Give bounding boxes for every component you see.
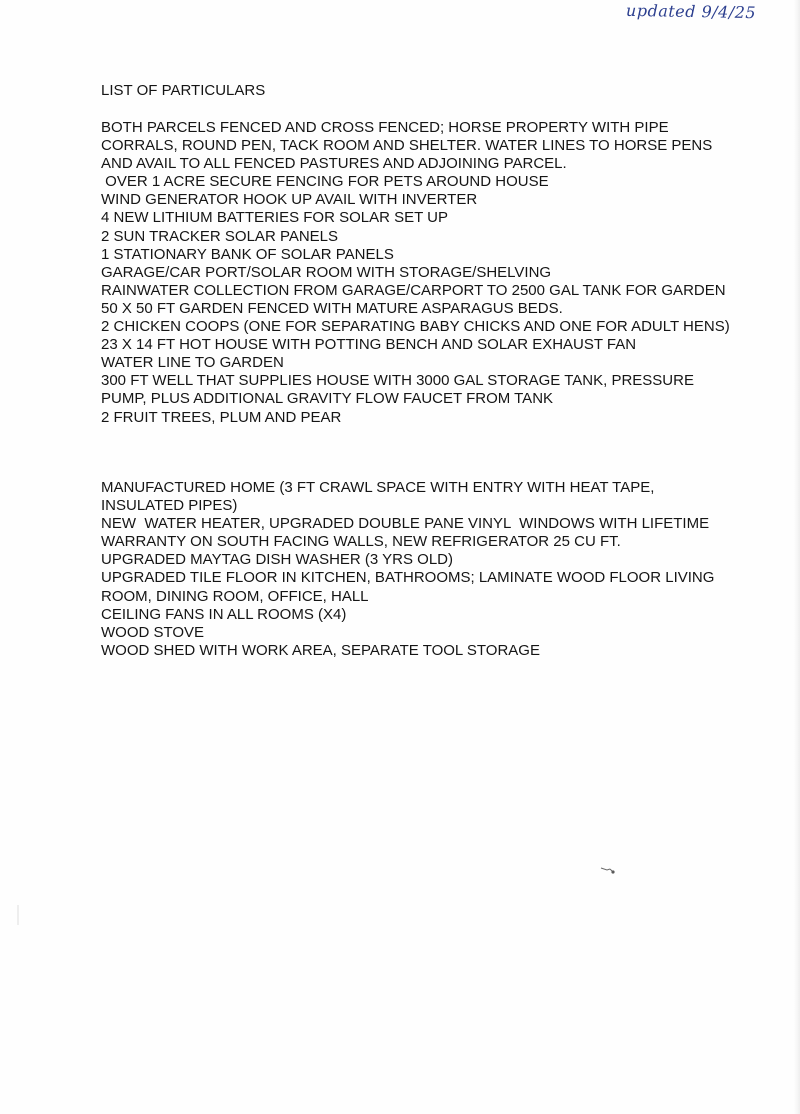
particular-item: 2 CHICKEN COOPS (ONE FOR SEPARATING BABY CHICKS AND ONE FOR ADULT HENS)	[101, 318, 730, 336]
particular-item: MANUFACTURED HOME (3 FT CRAWL SPACE WITH ENTRY WITH HEAT TAPE, INSULATED PIPES)	[101, 479, 655, 515]
particular-item: 23 X 14 FT HOT HOUSE WITH POTTING BENCH AND SOLAR EXHAUST FAN	[101, 336, 637, 354]
home-particulars-list	[101, 479, 741, 660]
scan-speck-mark	[600, 866, 616, 874]
particular-item: WOOD SHED WITH WORK AREA, SEPARATE TOOL STORAGE	[101, 641, 540, 659]
particular-item: 300 FT WELL THAT SUPPLIES HOUSE WITH 3000 GAL STORAGE TANK, PRESSURE PUMP, PLUS ADDITIONAL GRAVITY FLOW FAUCET FROM TANK	[101, 372, 694, 408]
particular-item: NEW WATER HEATER, UPGRADED DOUBLE PANE VINYL WINDOWS WITH LIFETIME WARRANTY ON SOUTH FACING WALLS, NEW REFRIGERATOR 25 CU FT.	[101, 515, 714, 551]
document-title: LIST OF PARTICULARS	[101, 82, 266, 99]
particular-item: 2 SUN TRACKER SOLAR PANELS	[101, 227, 339, 245]
particular-item: WATER LINE TO GARDEN	[101, 354, 284, 372]
particular-item: 2 FRUIT TREES, PLUM AND PEAR	[101, 408, 342, 426]
particular-item: UPGRADED TILE FLOOR IN KITCHEN, BATHROOMS; LAMINATE WOOD FLOOR LIVING ROOM, DINING ROOM, OFFICE, HALL	[101, 569, 715, 605]
particular-item: WIND GENERATOR HOOK UP AVAIL WITH INVERTER	[101, 191, 478, 209]
particular-item: UPGRADED MAYTAG DISH WASHER (3 YRS OLD)	[101, 551, 453, 569]
property-particulars-list	[101, 119, 741, 427]
particular-item: RAINWATER COLLECTION FROM GARAGE/CARPORT TO 2500 GAL TANK FOR GARDEN	[101, 281, 726, 299]
particular-item: 4 NEW LITHIUM BATTERIES FOR SOLAR SET UP	[101, 209, 448, 227]
scan-edge-shadow	[794, 0, 800, 1114]
particular-item: OVER 1 ACRE SECURE FENCING FOR PETS AROUND HOUSE	[101, 173, 549, 191]
particular-item: WOOD STOVE	[101, 623, 205, 641]
particular-item: CEILING FANS IN ALL ROOMS (X4)	[101, 605, 347, 623]
particular-item: GARAGE/CAR PORT/SOLAR ROOM WITH STORAGE/SHELVING	[101, 263, 552, 281]
particular-item: 50 X 50 FT GARDEN FENCED WITH MATURE ASPARAGUS BEDS.	[101, 299, 563, 317]
handwritten-updated-date: updated 9/4/25	[625, 0, 757, 23]
particular-item: BOTH PARCELS FENCED AND CROSS FENCED; HORSE PROPERTY WITH PIPE CORRALS, ROUND PEN, TACK ROOM AND SHELTER. WATER LINES TO HORSE PENS AND AVAIL TO ALL FENCED PASTURES AND ADJOINING PARCEL.	[101, 119, 713, 173]
scan-edge-mark	[16, 905, 20, 925]
particular-item: 1 STATIONARY BANK OF SOLAR PANELS	[101, 245, 394, 263]
